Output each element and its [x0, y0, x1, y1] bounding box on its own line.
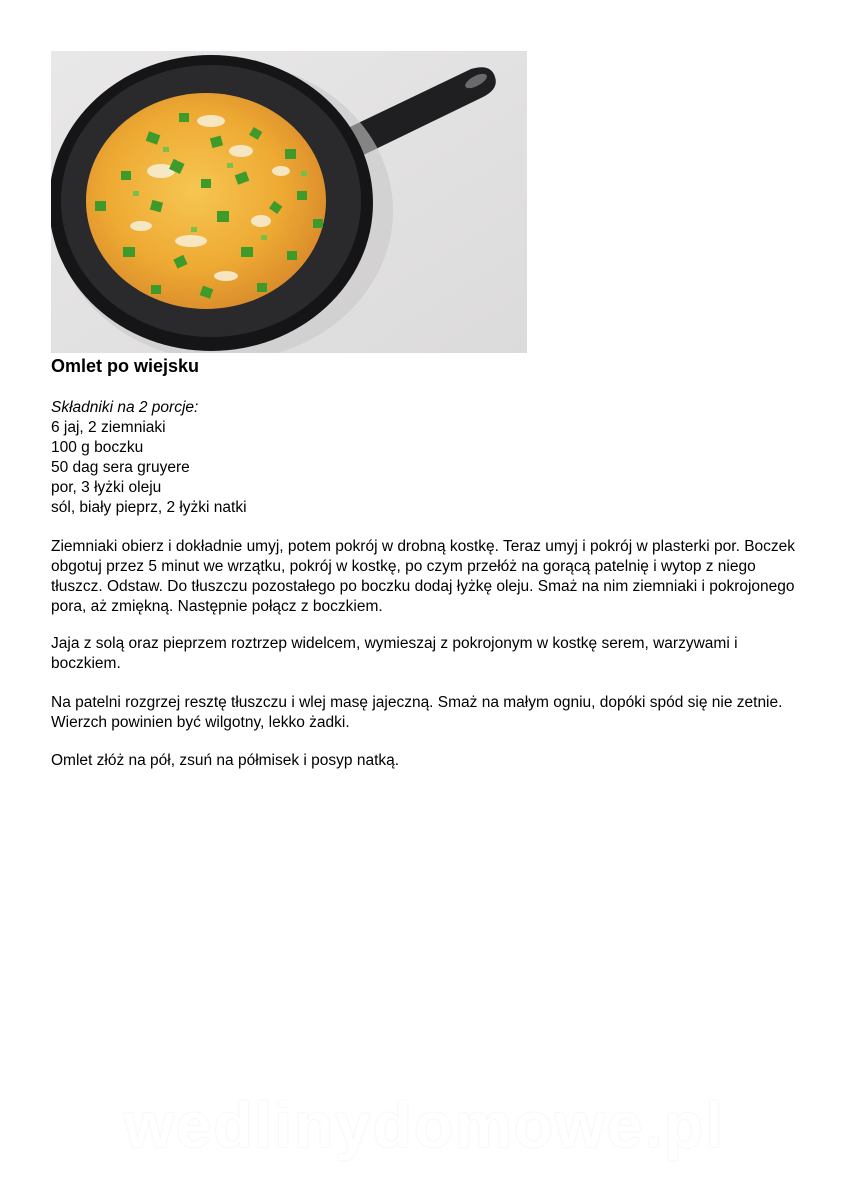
- instruction-paragraph: Omlet złóż na pół, zsuń na półmisek i posyp natką.: [51, 752, 400, 769]
- ingredient-item: por, 3 łyżki oleju: [51, 479, 162, 496]
- ingredients-list: [51, 398, 247, 518]
- instruction-paragraph: Ziemniaki obierz i dokładnie umyj, potem pokrój w drobną kostkę. Teraz umyj i pokrój w plasterki por. Boczek obgotuj przez 5 minut we wrzątku, pokrój w kostkę, po czym przełóż na gorącą patelnię i wytop z niego tłuszcz. Odstaw. Do tłuszczu pozostałego po boczku dodaj łyżkę oleju. Smaż na nim ziemniaki i pokrojonego pora, aż zmiękną. Następnie połącz z boczkiem.: [51, 538, 796, 615]
- ingredient-item: 50 dag sera gruyere: [51, 459, 190, 476]
- ingredient-item: sól, biały pieprz, 2 łyżki natki: [51, 499, 247, 516]
- frying-pan-illustration: [51, 51, 527, 353]
- instruction-paragraph: Na patelni rozgrzej resztę tłuszczu i wlej masę jajeczną. Smaż na małym ogniu, dopóki spód się nie zetnie. Wierzch powinien być wilgotny, lekko żadki.: [51, 694, 783, 731]
- ingredient-item: 100 g boczku: [51, 439, 144, 456]
- instruction-paragraph: Jaja z solą oraz pieprzem roztrzep widelcem, wymieszaj z pokrojonym w kostkę serem, warzywami i boczkiem.: [51, 635, 738, 672]
- ingredient-item: 6 jaj, 2 ziemniaki: [51, 419, 166, 436]
- site-watermark: wedlinydomowe.pl: [124, 1089, 725, 1161]
- recipe-title: Omlet po wiejsku: [51, 356, 200, 376]
- ingredients-heading: Składniki na 2 porcje:: [51, 399, 199, 416]
- omelette-photo: [51, 51, 527, 353]
